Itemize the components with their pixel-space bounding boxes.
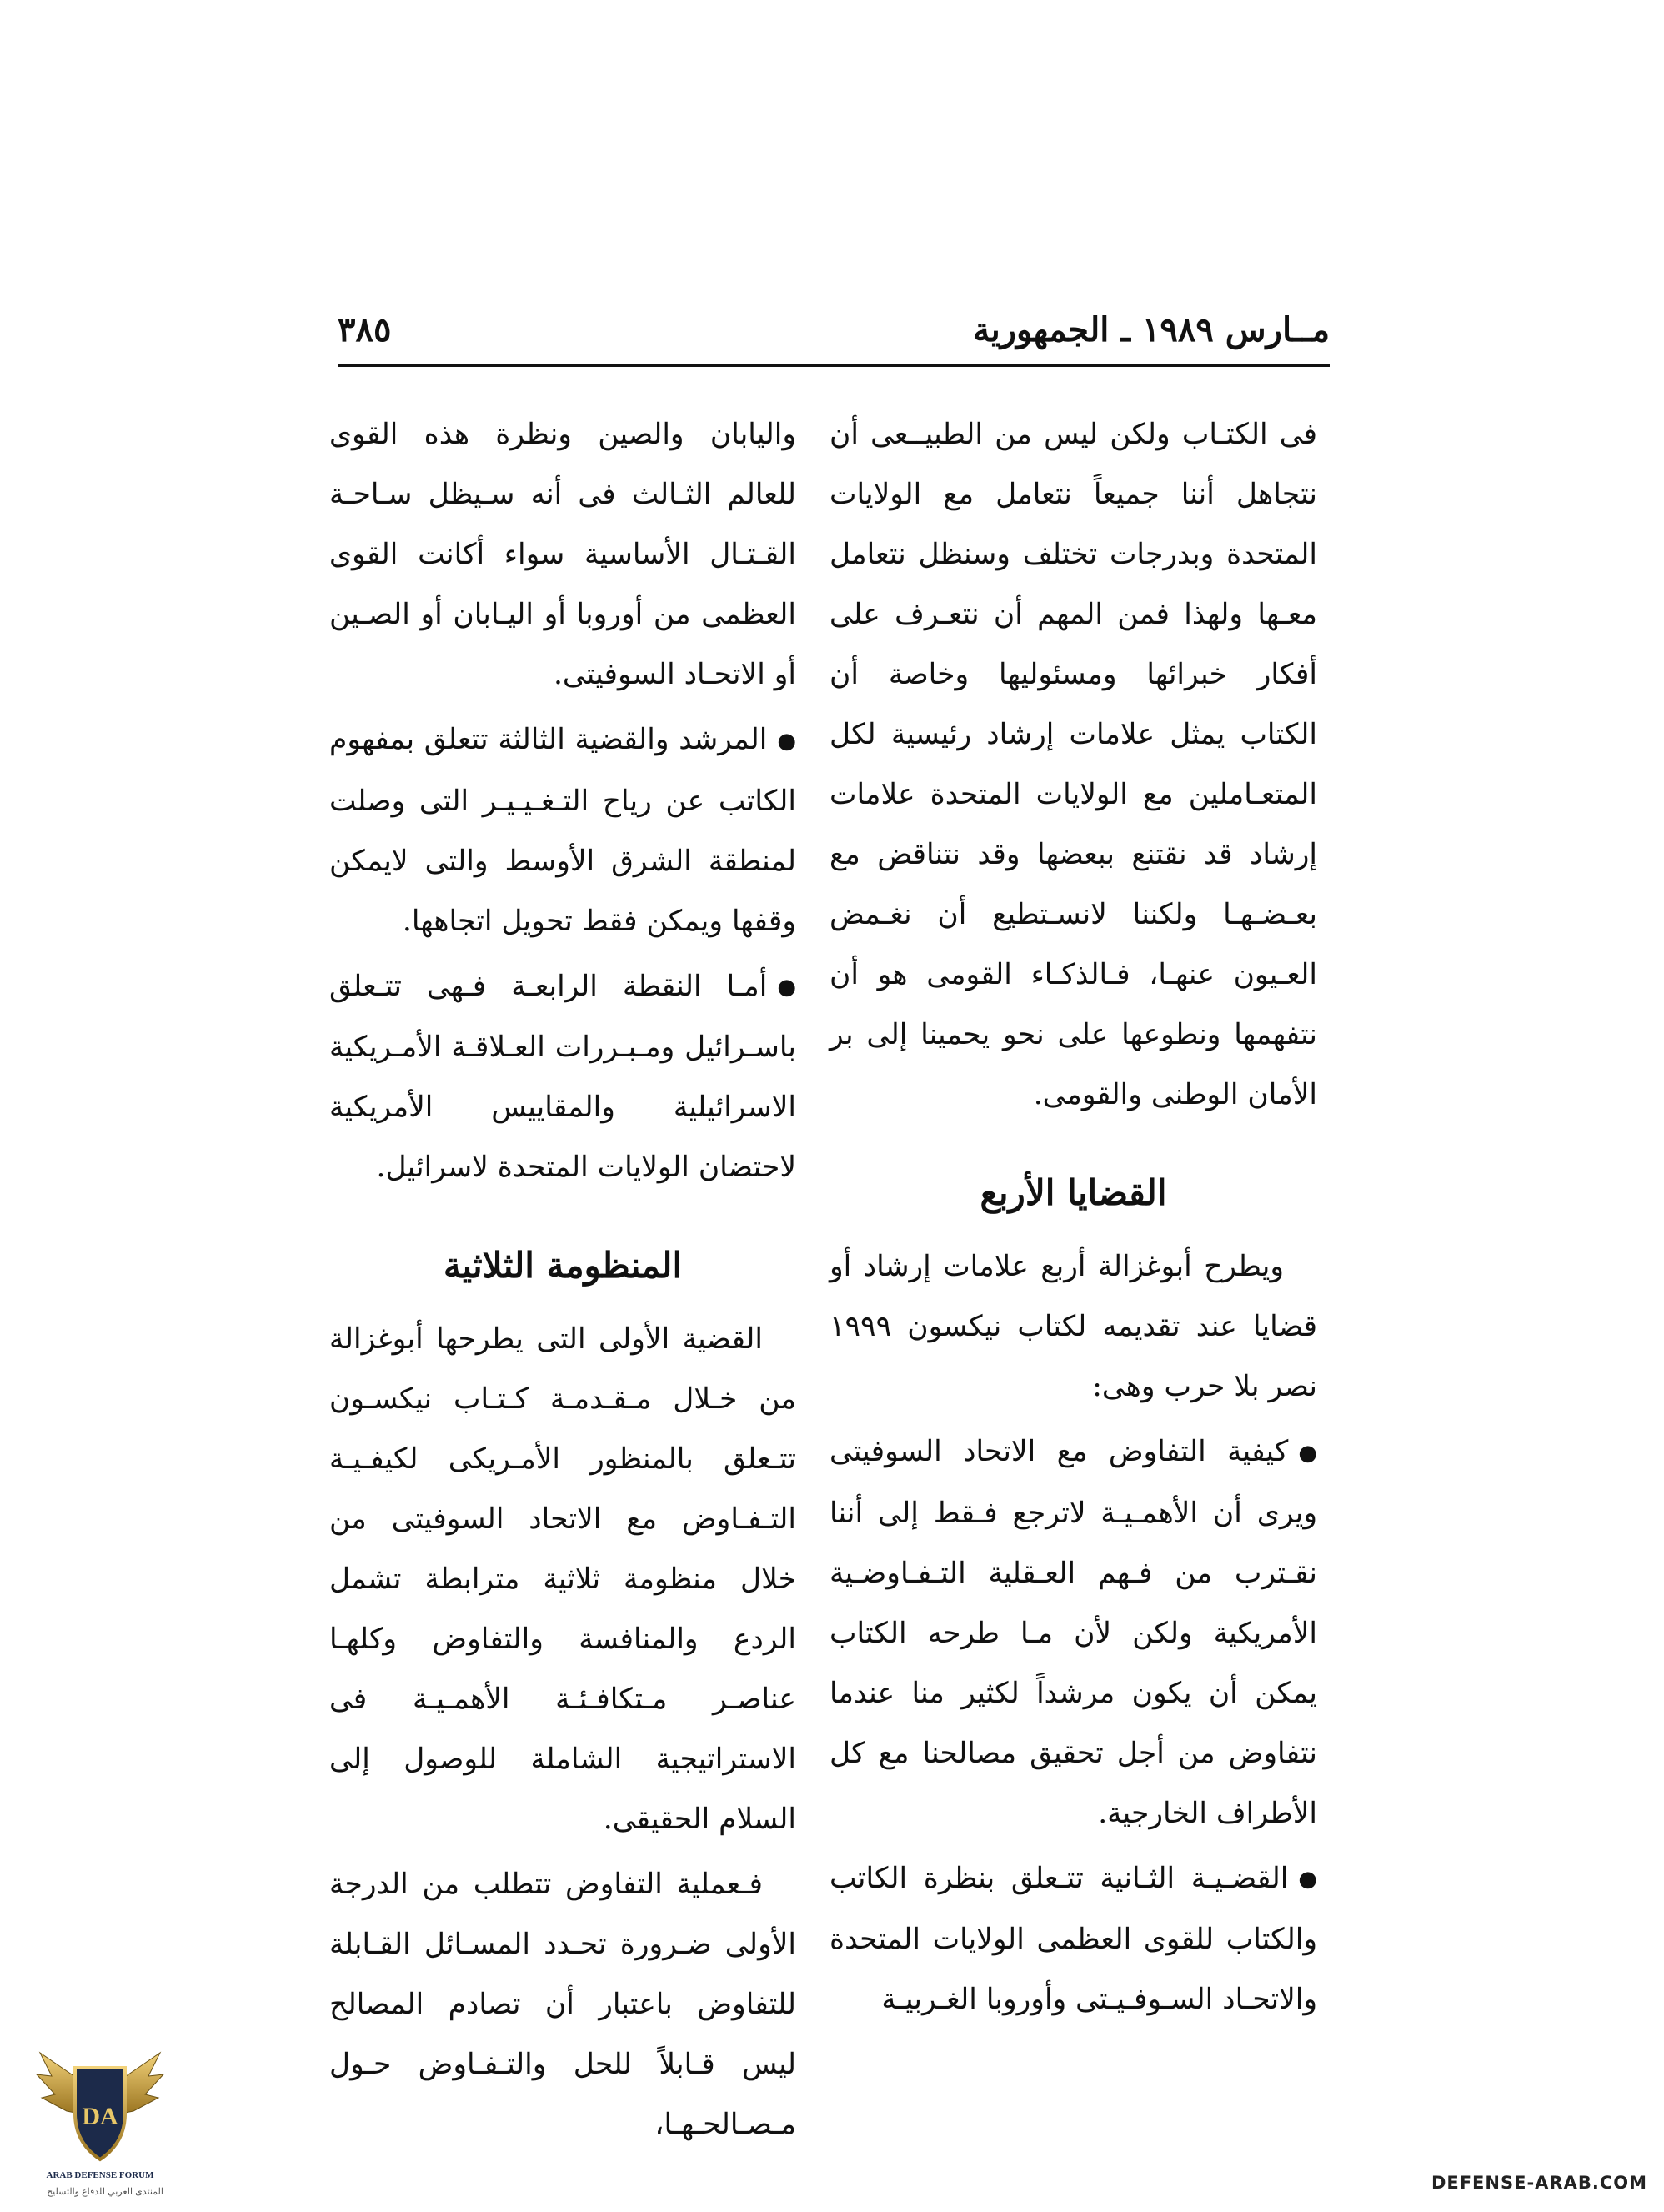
right-column (829, 404, 1317, 2034)
bullet-item (329, 956, 796, 1198)
paragraph: ويطرح أبوغزالة أربع علامات إرشاد أو قضايا عند تقديمه لكتاب نيكسون ١٩٩٩ نصر بلا حرب وهى: (829, 1250, 1317, 1403)
paragraph: فى الكتـاب ولكن ليس من الطبيــعى أن نتجاهل أننا جميعاً نتعامل مع الولايات المتحدة وبدرجات تختلف وسنظل نتعامل معـها ولهذا فمن المهم أن نتعـرف على أفكار خبرائها ومسئوليها وخاصة أن الكتاب يمثل علامات إرشاد رئيسية لكل المتعـاملين مع الولايات المتحدة علامات إرشاد قد نقتنع ببعضها وقد نتناقض مع بعـضـهـا ولكننا لانسـتطيع أن نغـمض العـيون عنهـا، فـالذكـاء القومى هو أن نتفهمها ونطوعها على نحو يحمينا إلى بر الأمان الوطنى والقومى. (829, 418, 1317, 1111)
logo-subtitle: المنتدى العربي للدفاع والتسليح (47, 2187, 163, 2197)
page-number: ٣٨٥ (338, 310, 392, 349)
bullet-icon: ● (777, 728, 796, 754)
site-watermark: DEFENSE-ARAB.COM (1431, 2173, 1647, 2193)
bullet-item (829, 1848, 1317, 2030)
header-rule (338, 364, 1330, 367)
bullet-icon: ● (1298, 1440, 1317, 1466)
bullet-text: المرشد والقضية الثالثة تتعلق بمفهوم الكاتب عن رياح التـغـيـيـر التى وصلت لمنطقة الشرق الأوسط والتى لايمكن وقفها ويمكن فقط تحويل اتجاهها. (329, 723, 796, 938)
logo-monogram: DA (82, 2103, 118, 2130)
bullet-item (329, 710, 796, 951)
left-column (329, 404, 796, 2159)
bullet-text: القضـيـة الثـانية تتـعلق بنظرة الكاتب والكتاب للقوى العظمى الولايات المتحدة والاتحـاد السـوفـيـتى وأوروبا الغـربيـة (829, 1861, 1317, 2016)
bullet-icon: ● (1298, 1867, 1317, 1892)
bullet-item (829, 1422, 1317, 1843)
paragraph: واليابان والصين ونظرة هذه القوى للعالم الثـالث فى أنه سـيظل سـاحـة القـتـال الأساسية سواء أكانت القوى العظمى من أوروبا أو اليـابان أو الصـين أو الاتحـاد السوفيتى. (329, 418, 796, 691)
section-heading-triple-system: المنظومة الثلاثية (443, 1245, 683, 1286)
paragraph: القضية الأولى التى يطرحها أبوغزالة من خـلال مـقـدمـة كـتـاب نيكسـون تتـعلق بالمنظور الأمـريكى لكيفـيـة التـفـاوض مع الاتحاد السوفيتى من خلال منظومة ثلاثية مترابطة تشمل الردع والمنافسة والتفاوض وكلهـا عناصـر مـتكافـئـة الأهمـيـة فى الاستراتيجية الشاملة للوصول إلى السلام الحقيقى. (329, 1322, 796, 1836)
section-heading-four-issues: القضايا الأربع (980, 1172, 1167, 1213)
arab-defense-forum-logo (33, 2034, 167, 2205)
bullet-icon: ● (777, 975, 796, 1000)
header-title: مــارس ١٩٨٩ ـ الجمهورية (973, 310, 1330, 349)
bullet-text: أمـا النقطة الرابعـة فـهى تتـعلق باسـرائيل ومـبـررات العـلاقـة الأمـريكية الاسرائيلية والمقاييس الأمريكية لاحتضان الولايات المتحدة لاسرائيل. (329, 969, 796, 1184)
logo-name: ARAB DEFENSE FORUM (46, 2170, 154, 2180)
page-header (338, 300, 1330, 367)
bullet-text: كيفية التفاوض مع الاتحاد السوفيتى ويرى أن الأهمـيـة لاترجع فـقط إلى أننا نقـترب من فـهم العـقلية التـفـاوضـية الأمريكية ولكن لأن مـا طرحه الكتاب يمكن أن يكون مرشداً لكثير منا عندما نتفاوض من أجل تحقيق مصالحنا مع كل الأطراف الخارجية. (829, 1435, 1317, 1830)
paragraph: فـعملية التفاوض تتطلب من الدرجة الأولى ضـرورة تحـدد المسـائل القـابلة للتفاوض باعتبار أن تصادم المصالح ليس قـابلاً للحل والتـفـاوض حـول مـصـالحـهـا، (329, 1868, 796, 2141)
